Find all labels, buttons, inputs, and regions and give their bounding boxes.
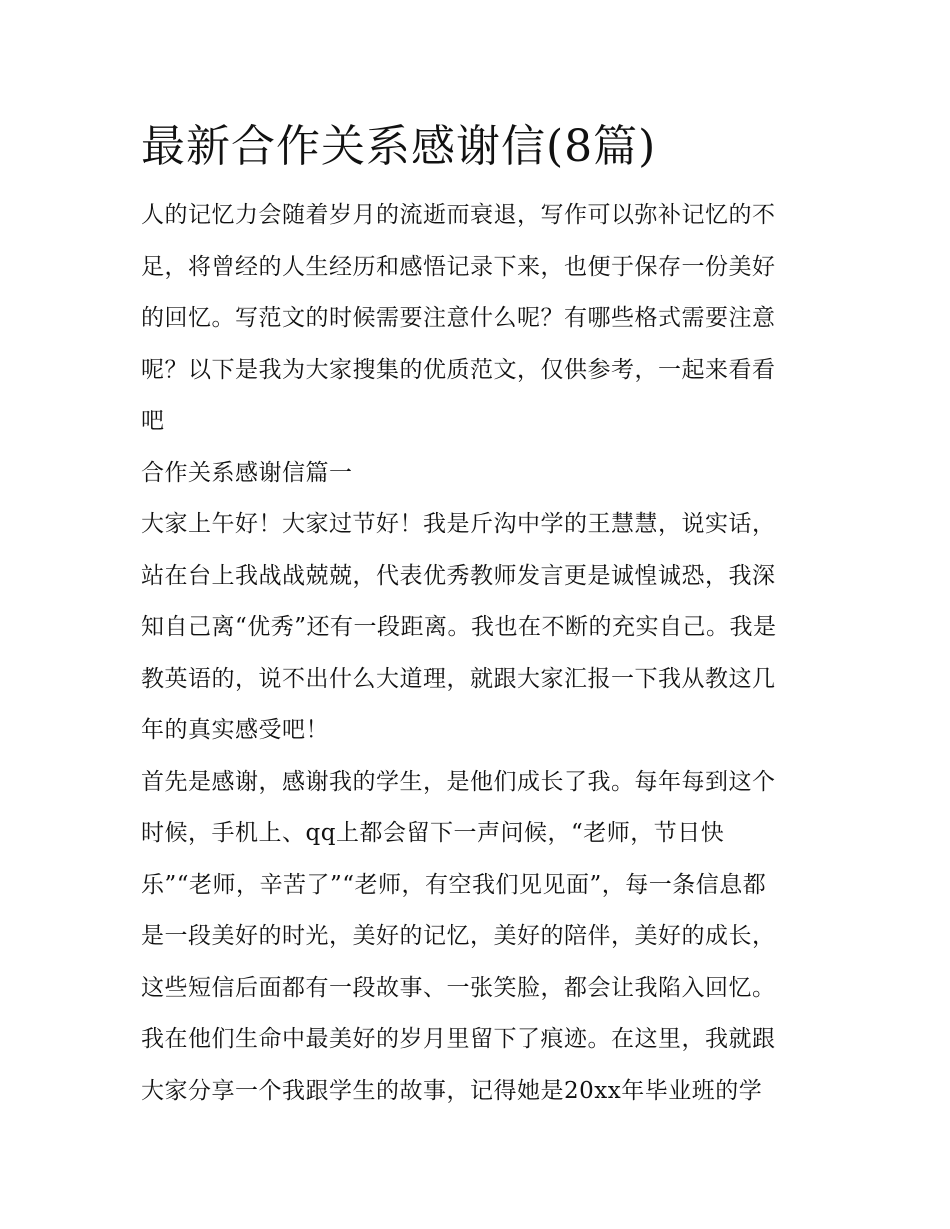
text-line: 教英语的，说不出什么大道理，就跟大家汇报一下我从教这几 [141,665,776,692]
text-line: 我在他们生命中最美好的岁月里留下了痕迹。在这里，我就跟 [141,1026,776,1052]
text-line: 年的真实感受吧！ [141,717,329,743]
text-line: 足，将曾经的人生经历和感悟记录下来，也便于保存一份美好 [141,253,776,280]
text-line: 吧 [141,408,165,434]
text-line: 大家分享一个我跟学生的故事，记得她是20xx年毕业班的学 [141,1077,763,1104]
text-line: 这些短信后面都有一段故事、一张笑脸，都会让我陷入回忆。 [141,974,776,1001]
text-line: 知自己离“优秀”还有一段距离。我也在不断的充实自己。我是 [141,614,777,640]
document-page [141,112,813,1117]
document-body [141,190,813,1117]
document-title: 最新合作关系感谢信(8篇) [141,121,657,172]
text-line: 乐”“老师，辛苦了”“老师，有空我们见见面”，每一条信息都 [141,871,767,898]
text-line: 人的记忆力会随着岁月的流逝而衰退，写作可以弥补记忆的不 [141,202,776,228]
text-line: 的回忆。写范文的时候需要注意什么呢？有哪些格式需要注意 [141,305,776,331]
text-line: 大家上午好！大家过节好！我是斤沟中学的王慧慧，说实话， [141,511,776,537]
text-line: 时候，手机上、qq上都会留下一声问候，“老师，节日快 [141,820,725,846]
text-line: 呢？以下是我为大家搜集的优质范文，仅供参考，一起来看看 [141,356,776,383]
text-line: 是一段美好的时光，美好的记忆，美好的陪伴，美好的成长， [141,923,776,949]
text-line: 首先是感谢，感谢我的学生，是他们成长了我。每年每到这个 [141,768,776,795]
text-line: 站在台上我战战兢兢，代表优秀教师发言更是诚惶诚恐，我深 [141,562,776,589]
section-heading: 合作关系感谢信篇一 [141,459,353,486]
